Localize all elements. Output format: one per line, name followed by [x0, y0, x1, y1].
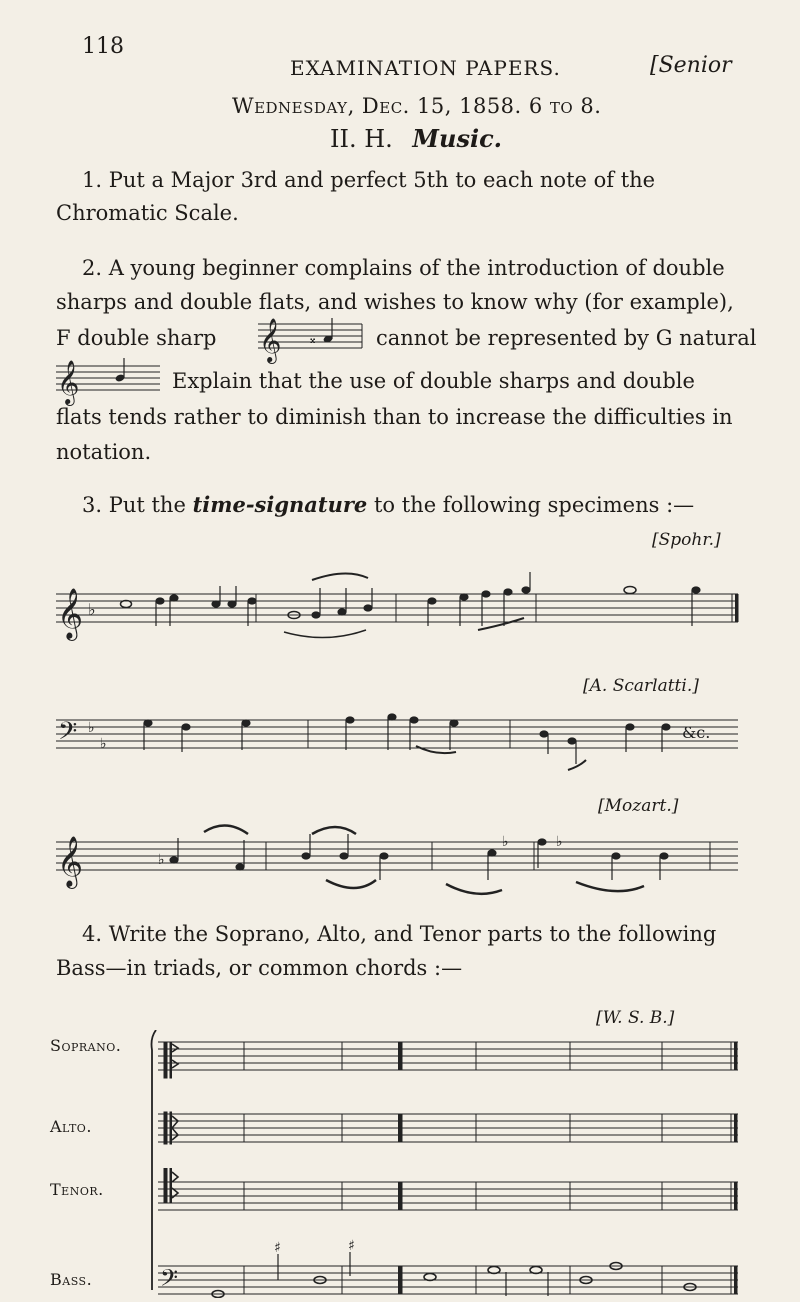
bass-note — [488, 1267, 500, 1274]
source-mozart: [Mozart.] — [598, 796, 679, 816]
q2-f-label: F double sharp — [56, 326, 217, 350]
bass-staff — [158, 1232, 742, 1298]
note — [460, 594, 468, 600]
q2-line4: Explain that the use of double sharps and double — [172, 369, 695, 393]
q1-line2: Chromatic Scale. — [56, 201, 239, 225]
note — [338, 609, 346, 615]
note — [248, 598, 256, 604]
note — [170, 857, 178, 863]
etc-label: &c. — [682, 723, 711, 742]
flat-icon: ♭ — [88, 600, 96, 619]
bass-note — [530, 1267, 542, 1274]
note — [568, 738, 576, 744]
source-wsb: [W. S. B.] — [596, 1008, 675, 1028]
note — [624, 587, 636, 594]
q1-line1: 1. Put a Major 3rd and perfect 5th to each note of the — [82, 168, 656, 192]
treble-clef-icon: 𝄞 — [57, 588, 84, 639]
f-double-sharp-staff — [258, 312, 364, 368]
q2-line1: 2. A young beginner complains of the introduction of double — [82, 256, 725, 280]
note — [236, 864, 244, 870]
flat-icon: ♭ — [88, 720, 95, 736]
bass-clef-icon: 𝄢 — [58, 717, 78, 752]
note — [228, 601, 236, 607]
spohr-staff — [56, 570, 740, 650]
exam-subject: Music. — [412, 124, 503, 153]
q2-line5: flats tends rather to diminish than to increase the difficulties in — [56, 405, 733, 429]
note — [302, 853, 310, 859]
bass-note — [424, 1274, 436, 1281]
note — [340, 853, 348, 859]
sharp-icon: ♯ — [274, 1240, 281, 1256]
tenor-staff — [158, 1168, 742, 1218]
bass-label: Bass. — [50, 1270, 93, 1289]
q2-line6: notation. — [56, 440, 152, 464]
note — [170, 595, 178, 601]
bass-clef-icon: 𝄢 — [160, 1264, 179, 1297]
q4-line2: Bass—in triads, or common chords :— — [56, 956, 463, 980]
note — [388, 714, 396, 720]
q3-intro — [82, 487, 694, 523]
note — [242, 720, 250, 726]
note — [144, 720, 152, 726]
note — [364, 605, 372, 611]
note — [121, 601, 132, 608]
flat-icon: ♭ — [556, 834, 563, 850]
treble-clef-icon: 𝄞 — [57, 836, 84, 887]
q2-g-label: cannot be represented by G natural — [376, 326, 757, 350]
exam-code-text: II. H. — [330, 125, 393, 153]
page-number: 118 — [82, 34, 124, 59]
soprano-staff — [158, 1034, 742, 1084]
source-spohr: [Spohr.] — [652, 530, 721, 550]
note — [660, 853, 668, 859]
note — [428, 598, 436, 604]
flat-icon: ♭ — [158, 852, 165, 868]
q4-line1: 4. Write the Soprano, Alto, and Tenor parts to the following — [82, 922, 717, 946]
soprano-clef-icon — [164, 1042, 178, 1078]
flat-icon: ♭ — [502, 834, 509, 850]
source-scarlatti: [A. Scarlatti.] — [583, 676, 699, 696]
soprano-label: Soprano. — [50, 1036, 122, 1055]
treble-clef-icon: 𝄞 — [259, 318, 282, 362]
q2-line2: sharps and double flats, and wishes to know why (for example), — [56, 290, 734, 314]
note — [346, 717, 354, 723]
tenor-clef-icon — [164, 1168, 178, 1202]
note — [540, 731, 548, 737]
note — [156, 598, 164, 604]
note — [538, 839, 546, 845]
note — [212, 601, 220, 607]
note — [312, 612, 320, 618]
treble-clef-icon: 𝄞 — [57, 360, 80, 404]
note — [692, 587, 700, 593]
running-title: EXAMINATION PAPERS. — [290, 56, 561, 80]
note — [410, 717, 418, 723]
alto-staff — [158, 1108, 742, 1152]
note — [522, 587, 530, 593]
note — [482, 591, 490, 597]
sharp-icon: ♯ — [348, 1238, 355, 1254]
mozart-staff — [56, 820, 740, 910]
exam-code — [330, 124, 502, 153]
q3-prefix: 3. Put the — [82, 493, 186, 517]
exam-date: Wednesday, Dec. 15, 1858. 6 to 8. — [232, 94, 602, 118]
note — [626, 724, 634, 730]
note — [612, 853, 620, 859]
alto-label: Alto. — [50, 1117, 92, 1136]
note — [488, 850, 496, 856]
q3-emph: time-signature — [192, 492, 368, 517]
flat-icon: ♭ — [100, 736, 107, 752]
note — [662, 724, 670, 730]
double-sharp-icon: 𝄪 — [310, 332, 316, 346]
note — [182, 724, 190, 730]
scarlatti-staff — [56, 708, 740, 788]
note — [504, 589, 512, 595]
section-label: [Senior — [650, 53, 732, 78]
note — [380, 853, 388, 859]
note — [450, 720, 458, 726]
q3-suffix: to the following specimens :— — [373, 493, 695, 517]
tenor-label: Tenor. — [50, 1180, 104, 1199]
